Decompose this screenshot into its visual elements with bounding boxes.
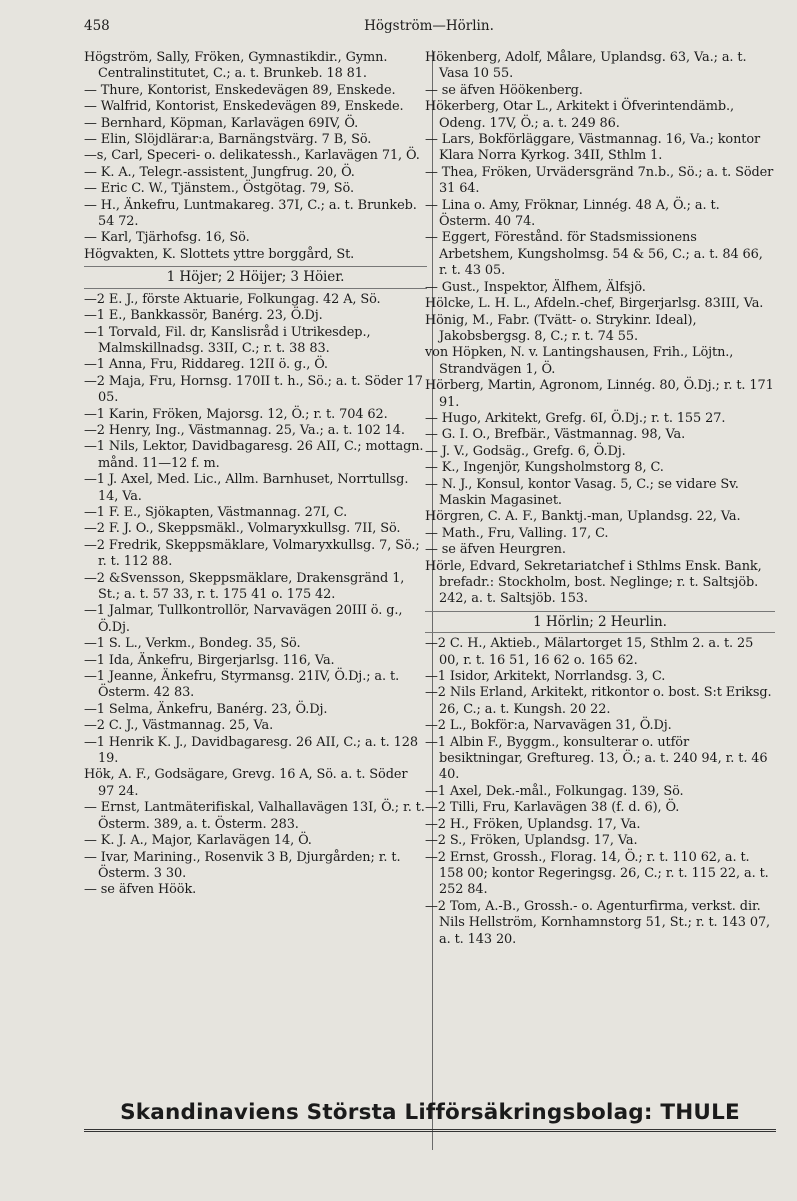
directory-entry: —1 F. E., Sjökapten, Västmannag. 27I, C. (84, 504, 348, 520)
directory-entry: — Bernhard, Köpman, Karlavägen 69IV, Ö. (84, 115, 359, 131)
directory-entry: —s, Carl, Speceri- o. delikatessh., Karlavägen 71, Ö. (84, 148, 420, 164)
section-heading: 1 Hörlin; 2 Heurlin. (425, 611, 775, 633)
directory-entry: — Lars, Bokförläggare, Västmannag. 16, Va.; kontor Klara Norra Kyrkog. 34II, Sthlm 1. (425, 132, 761, 164)
directory-entry: —1 Nils, Lektor, Davidbagaresg. 26 AII, C.; mottagn. månd. 11—12 f. m. (84, 439, 424, 471)
directory-entry: —2 S., Fröken, Uplandsg. 17, Va. (425, 833, 638, 849)
advertisement-banner: Skandinaviens Största Lifförsäkringsbolag: THULE (84, 1100, 776, 1132)
directory-entry: von Höpken, N. v. Lantingshausen, Frih., Löjtn., Strandvägen 1, Ö. (425, 345, 734, 377)
directory-entry: —1 Anna, Fru, Riddareg. 12II ö. g., Ö. (84, 357, 328, 373)
directory-entry: Högström, Sally, Fröken, Gymnastikdir., Gymn. Centralinstitutet, C.; a. t. Brunkeb. 18 81. (84, 50, 388, 82)
directory-entry: —1 Torvald, Fil. dr, Kanslisråd i Utrikesdep., Malmskillnadsg. 33II, C.; r. t. 38 83. (84, 324, 371, 356)
directory-entry: Hökenberg, Adolf, Målare, Uplandsg. 63, Va.; a. t. Vasa 10 55. (425, 50, 747, 82)
directory-entry: —1 Karin, Fröken, Majorsg. 12, Ö.; r. t. 704 62. (84, 406, 388, 422)
directory-entry: —1 J. Axel, Med. Lic., Allm. Barnhuset, Norrtullsg. 14, Va. (84, 472, 409, 504)
directory-entry: — se äfven Heurgren. (425, 542, 566, 558)
directory-entry: —1 E., Bankkassör, Banérg. 23, Ö.Dj. (84, 308, 323, 324)
directory-entry: — Walfrid, Kontorist, Enskedevägen 89, Enskede. (84, 99, 404, 115)
directory-entry: Hök, A. F., Godsägare, Grevg. 16 A, Sö. a. t. Söder 97 24. (84, 767, 408, 799)
page-header (84, 18, 774, 40)
directory-entry: —2 Maja, Fru, Hornsg. 170II t. h., Sö.; a. t. Söder 17 05. (84, 373, 423, 406)
directory-entry: — Elin, Slöjdlärar:a, Barnängstvärg. 7 B, Sö. (84, 132, 372, 148)
directory-entry: —1 S. L., Verkm., Bondeg. 35, Sö. (84, 636, 301, 652)
left-column (84, 50, 427, 899)
directory-entry: — Gust., Inspektor, Älfhem, Älfsjö. (425, 279, 646, 295)
directory-entry: —2 Nils Erland, Arkitekt, ritkontor o. bost. S:t Eriksg. 26, C.; a. t. Kungsh. 20 22. (425, 685, 772, 717)
directory-entry: —2 Henry, Ing., Västmannag. 25, Va.; a. t. 102 14. (84, 422, 405, 438)
directory-entry: Hörgren, C. A. F., Banktj.-man, Uplandsg. 22, Va. (425, 509, 741, 525)
directory-entry: —2 F. J. O., Skeppsmäkl., Volmaryxkullsg. 7II, Sö. (84, 521, 401, 537)
directory-entry: — Thea, Fröken, Urvädersgränd 7n.b., Sö.; a. t. Söder 31 64. (425, 164, 774, 197)
right-column (425, 50, 775, 948)
directory-entry: — Eggert, Förestånd. för Stadsmissionens Arbetshem, Kungsholmsg. 54 & 56, C.; a. t. 84 66, r. t. 43 05. (425, 230, 763, 279)
directory-entry: Hönig, M., Fabr. (Tvätt- o. Strykinr. Ideal), Jakobsbergsg. 8, C.; r. t. 74 55. (425, 312, 697, 344)
directory-entry: Hörberg, Martin, Agronom, Linnég. 80, Ö.Dj.; r. t. 171 91. (425, 378, 774, 410)
directory-entry: —2 H., Fröken, Uplandsg. 17, Va. (425, 816, 641, 832)
directory-entry: — G. I. O., Brefbär., Västmannag. 98, Va. (425, 427, 686, 443)
directory-entry: Högvakten, K. Slottets yttre borggård, St. (84, 246, 355, 262)
directory-entry: — Eric C. W., Tjänstem., Östgötag. 79, Sö. (84, 181, 354, 197)
directory-entry: —2 C. H., Aktieb., Mälartorget 15, Sthlm 2. a. t. 25 00, r. t. 16 51, 16 62 o. 165 62. (425, 636, 754, 668)
directory-entry: — H., Änkefru, Luntmakareg. 37I, C.; a. t. Brunkeb. 54 72. (84, 197, 417, 230)
directory-entry: —1 Henrik K. J., Davidbagaresg. 26 AII, C.; a. t. 128 19. (84, 734, 418, 767)
directory-entry: —2 C. J., Västmannag. 25, Va. (84, 718, 274, 734)
directory-entry: — Lina o. Amy, Fröknar, Linnég. 48 A, Ö.; a. t. Österm. 40 74. (425, 197, 720, 230)
directory-entry: —1 Selma, Änkefru, Banérg. 23, Ö.Dj. (84, 701, 328, 717)
directory-entry: —1 Axel, Dek.-mål., Folkungag. 139, Sö. (425, 783, 684, 799)
directory-entry: — K. J. A., Major, Karlavägen 14, Ö. (84, 833, 312, 849)
directory-entry: — se äfven Höök. (84, 882, 197, 898)
directory-entry: —1 Ida, Änkefru, Birgerjarlsg. 116, Va. (84, 652, 335, 668)
directory-entry: Hölcke, L. H. L., Afdeln.-chef, Birgerjarlsg. 83III, Va. (425, 296, 764, 312)
directory-entry: Hökerberg, Otar L., Arkitekt i Öfverintendämb., Odeng. 17V, Ö.; a. t. 249 86. (425, 99, 735, 131)
directory-entry: —1 Albin F., Byggm., konsulterar o. utför besiktningar, Greftureg. 13, Ö.; a. t. 240 94, r. t. 46 40. (425, 734, 768, 783)
directory-entry: —2 &Svensson, Skeppsmäklare, Drakensgränd 1, St.; a. t. 57 33, r. t. 175 41 o. 175 42. (84, 570, 405, 602)
directory-entry: —2 Fredrik, Skeppsmäklare, Volmaryxkullsg. 7, Sö.; r. t. 112 88. (84, 537, 420, 570)
directory-entry: — Karl, Tjärhofsg. 16, Sö. (84, 230, 250, 246)
directory-entry: — N. J., Konsul, kontor Vasag. 5, C.; se vidare Sv. Maskin Magasinet. (425, 476, 739, 508)
directory-entry: —1 Jeanne, Änkefru, Styrmansg. 21IV, Ö.Dj.; a. t. Österm. 42 83. (84, 669, 400, 701)
directory-entry: — se äfven Höökenberg. (425, 82, 583, 98)
directory-entry: —2 Tilli, Fru, Karlavägen 38 (f. d. 6), Ö. (425, 800, 680, 816)
directory-entry: — K., Ingenjör, Kungsholmstorg 8, C. (425, 460, 664, 476)
directory-entry: — Thure, Kontorist, Enskedevägen 89, Enskede. (84, 82, 396, 98)
directory-entry: — K. A., Telegr.-assistent, Jungfrug. 20, Ö. (84, 164, 355, 180)
directory-entry: — Ivar, Marining., Rosenvik 3 B, Djurgården; r. t. Österm. 3 30. (84, 849, 401, 881)
directory-entry: —1 Jalmar, Tullkontrollör, Narvavägen 20III ö. g., Ö.Dj. (84, 603, 403, 635)
section-heading: 1 Höjer; 2 Höijer; 3 Höier. (84, 266, 427, 288)
directory-entry: —2 Tom, A.-B., Grossh.- o. Agenturfirma, verkst. dir. Nils Hellström, Kornhamnstorg 51, St.; r. t. 143 07, a. t. 143 20. (425, 898, 771, 947)
directory-entry: — Ernst, Lantmäterifiskal, Valhallavägen 13I, Ö.; r. t. Österm. 389, a. t. Österm. 283. (84, 800, 425, 832)
directory-entry: — J. V., Godsäg., Grefg. 6, Ö.Dj. (425, 443, 626, 459)
directory-entry: Hörle, Edvard, Sekretariatchef i Sthlms Ensk. Bank, brefadr.: Stockholm, bost. Neglinge; r. t. Saltsjöb. 242, a. t. Saltsjöb. 153. (425, 558, 762, 607)
directory-entry: —2 Ernst, Grossh., Florag. 14, Ö.; r. t. 110 62, a. t. 158 00; kontor Regeringsg. 26, C.; r. t. 115 22, a. t. 252 84. (425, 849, 769, 898)
directory-entry: —2 L., Bokför:a, Narvavägen 31, Ö.Dj. (425, 718, 672, 734)
running-title: Högström—Hörlin. (364, 18, 494, 34)
directory-entry: —2 E. J., förste Aktuarie, Folkungag. 42 A, Sö. (84, 291, 381, 307)
directory-entry: — Hugo, Arkitekt, Grefg. 6I, Ö.Dj.; r. t. 155 27. (425, 410, 726, 426)
directory-entry: —1 Isidor, Arkitekt, Norrlandsg. 3, C. (425, 669, 666, 685)
page-number: 458 (84, 18, 110, 34)
directory-entry: — Math., Fru, Valling. 17, C. (425, 525, 609, 541)
